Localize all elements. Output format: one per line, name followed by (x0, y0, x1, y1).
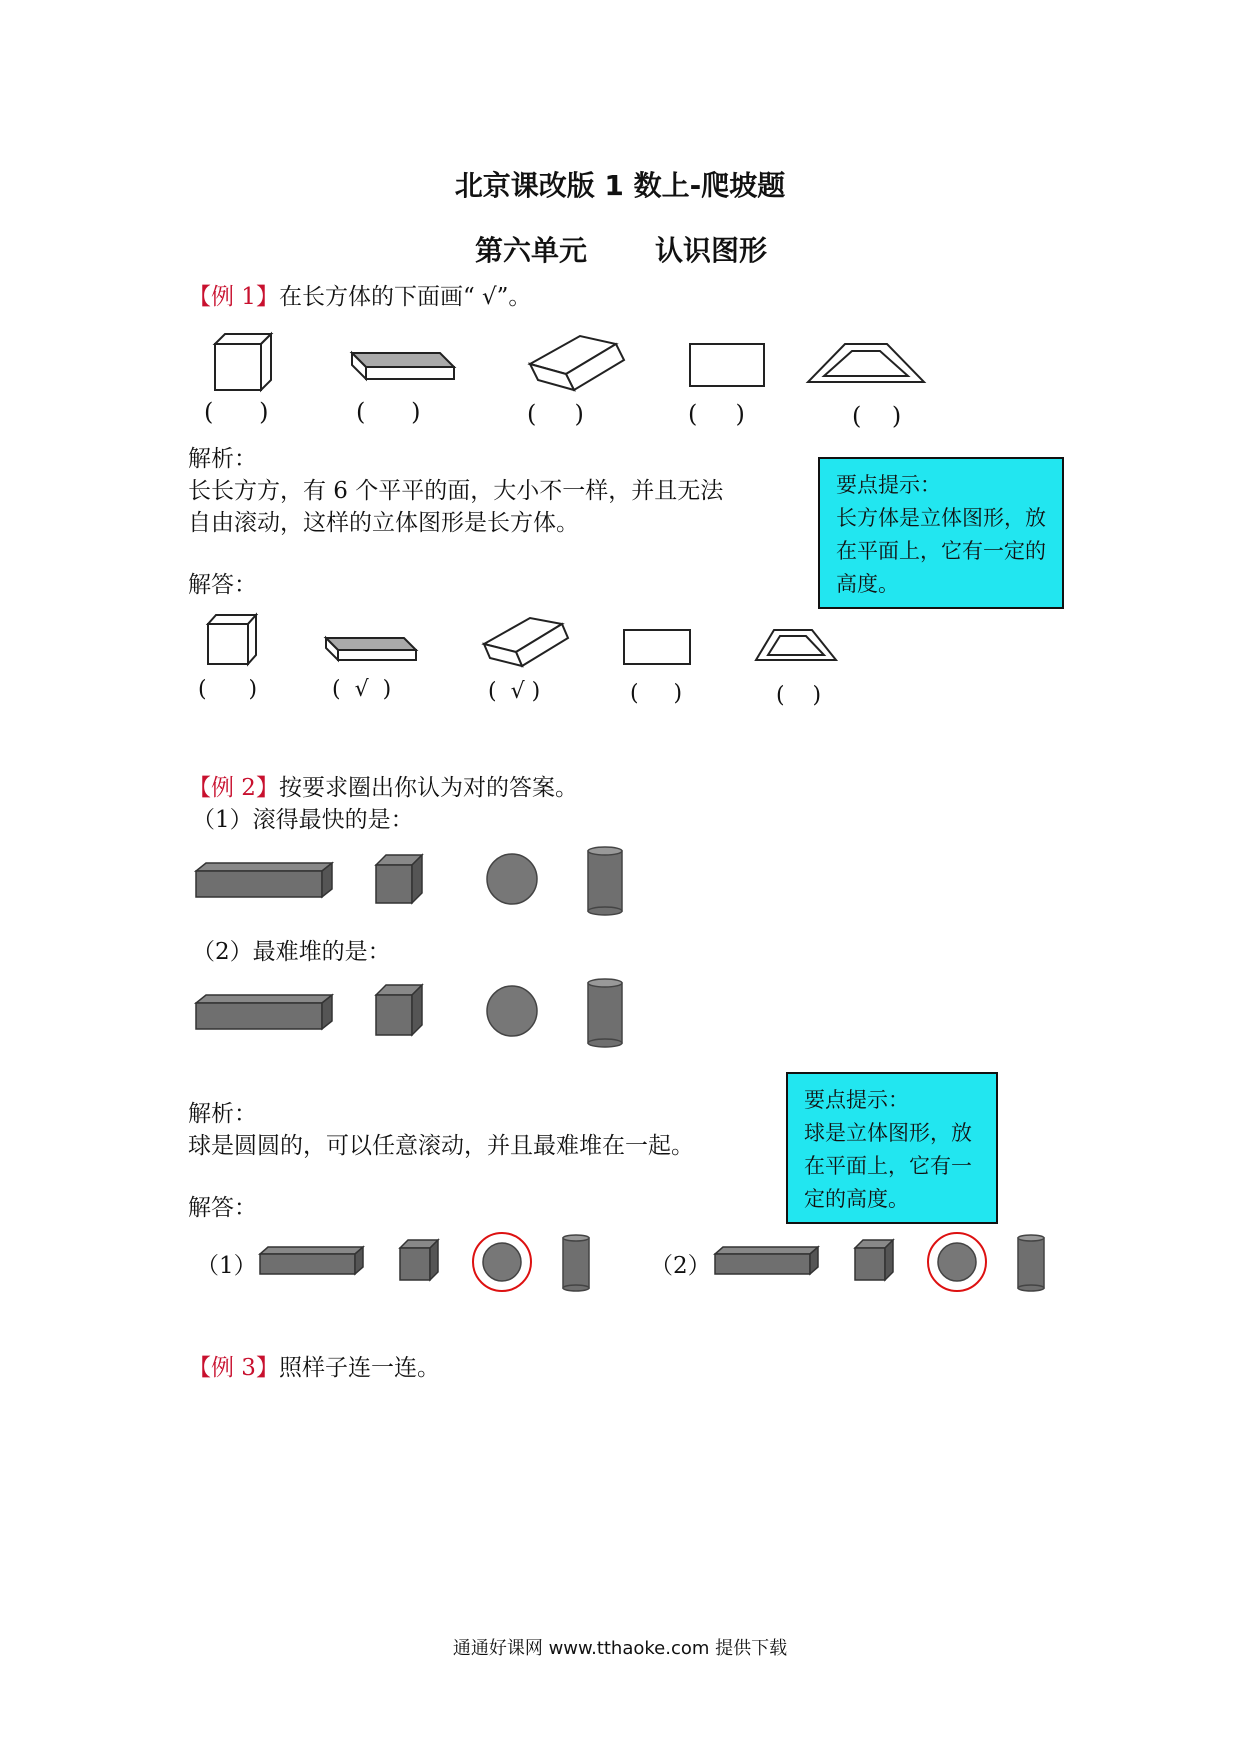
tip-line: 球是立体图形，放 (804, 1121, 972, 1145)
flat-cuboid-shape (352, 353, 454, 379)
cylinder-shape (1018, 1235, 1044, 1291)
example1-tip-box (818, 457, 1064, 609)
example2-q2: （2）最难堆的是： (192, 939, 391, 965)
tip-heading: 要点提示： (836, 473, 941, 497)
cube-shape (376, 985, 422, 1035)
example2-answer-shapes-1 (255, 1230, 595, 1300)
example2-tip-box (786, 1072, 998, 1224)
example2-tag: 【例 2】 (188, 775, 279, 801)
example1-answer-4: ( ) (630, 681, 683, 706)
example1-answer-5: ( ) (776, 683, 822, 708)
sphere-shape (487, 986, 537, 1036)
unit-number: 第六单元 (475, 234, 588, 267)
example1-prompt (188, 281, 531, 313)
rectangle-shape (690, 344, 764, 386)
example1-shapes (180, 330, 960, 400)
example3-question: 照样子连一连。 (278, 1355, 440, 1381)
example1-analysis-label: 解析： (188, 446, 257, 472)
tip-line: 长方体是立体图形，放 (836, 506, 1046, 530)
footer-text: 通通好课网 www.tthaoke.com 提供下载 (452, 1638, 788, 1659)
cube-shape (400, 1240, 438, 1280)
example1-blank-3[interactable]: ( ) (527, 400, 584, 428)
long-cuboid-shape (196, 863, 332, 897)
example1-answer-1: ( ) (198, 677, 258, 702)
example1-blank-4[interactable]: ( ) (688, 400, 745, 428)
trapezoid-shape (808, 344, 924, 382)
example2-question: 按要求圈出你认为对的答案。 (278, 775, 578, 801)
example1-tag: 【例 1】 (188, 284, 279, 310)
long-cuboid-shape (260, 1247, 363, 1274)
tip-heading: 要点提示： (804, 1088, 909, 1112)
example2-q2-shapes (190, 975, 630, 1055)
tip-line: 在平面上，它有一定的 (836, 539, 1046, 563)
example2-answer-label: 解答： (188, 1195, 257, 1221)
unit-topic: 认识图形 (655, 234, 768, 267)
example1-answer-2: ( √ ) (332, 677, 392, 702)
example2-prompt (188, 772, 578, 804)
example2-answer-label-1: （1） (196, 1253, 257, 1279)
tip-line: 在平面上，它有一 (804, 1154, 972, 1178)
example1-answer-label: 解答： (188, 572, 257, 598)
cube-shape (855, 1240, 893, 1280)
example2-analysis-line1: 球是圆圆的，可以任意滚动，并且最难堆在一起。 (188, 1133, 694, 1159)
tilted-prism-shape (484, 618, 568, 666)
sphere-shape (483, 1243, 521, 1281)
long-cuboid-shape (196, 995, 332, 1029)
example1-blank-1[interactable]: ( ) (204, 398, 269, 426)
example1-blank-2[interactable]: ( ) (356, 398, 421, 426)
cylinder-shape (588, 979, 622, 1047)
example2-q1: （1）滚得最快的是： (192, 807, 414, 833)
cylinder-shape (588, 847, 622, 915)
long-cuboid-shape (715, 1247, 818, 1274)
example2-q1-shapes (190, 845, 630, 925)
tip-line: 定的高度。 (804, 1187, 909, 1211)
flat-cuboid-shape (326, 638, 416, 660)
example1-blank-5[interactable]: ( ) (852, 402, 902, 430)
sphere-shape (938, 1243, 976, 1281)
trapezoid-shape (756, 630, 836, 660)
example2-analysis-label: 解析： (188, 1101, 257, 1127)
example1-answer-shapes (180, 610, 860, 675)
page-title: 北京课改版 1 数上-爬坡题 (454, 169, 786, 202)
tip-line: 高度。 (836, 572, 899, 596)
example1-analysis-line1: 长长方方，有 6 个平平的面，大小不一样，并且无法 (188, 478, 724, 504)
example3-tag: 【例 3】 (188, 1355, 279, 1381)
example2-answer-label-2: （2） (650, 1253, 711, 1279)
cylinder-shape (563, 1235, 589, 1291)
sphere-shape (487, 854, 537, 904)
example1-analysis-line2: 自由滚动，这样的立体图形是长方体。 (188, 510, 579, 536)
example1-question: 在长方体的下面画“ √”。 (278, 284, 532, 310)
example2-answer-shapes-2 (710, 1230, 1050, 1300)
tilted-prism-shape (530, 336, 624, 390)
rectangle-shape (624, 630, 690, 664)
cube-shape (215, 334, 271, 390)
example3-prompt (188, 1352, 440, 1384)
cube-shape (376, 855, 422, 903)
example1-answer-3: ( √ ) (488, 679, 541, 704)
cube-shape (208, 615, 256, 664)
